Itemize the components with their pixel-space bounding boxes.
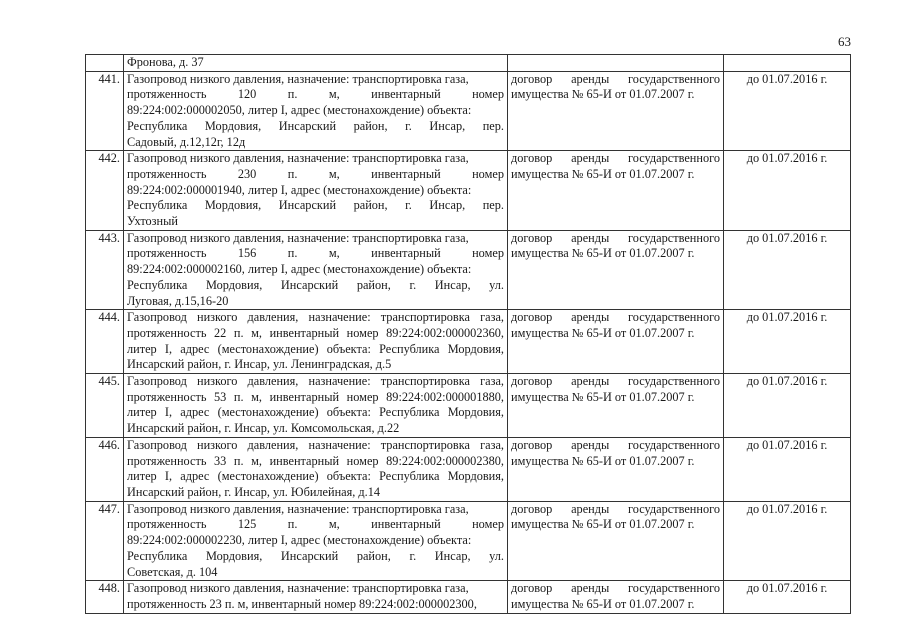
- lease-term: до 01.07.2016 г.: [724, 581, 851, 613]
- description-line: Газопровод низкого давления, назначение: транспортировка газа,: [127, 581, 469, 596]
- object-description: [124, 437, 508, 501]
- document-line: имущества № 65-И от 01.07.2007 г.: [511, 596, 695, 611]
- lease-term: до 01.07.2016 г.: [724, 230, 851, 310]
- basis-document: [508, 71, 724, 151]
- document-line: имущества № 65-И от 01.07.2007 г.: [511, 87, 695, 102]
- description-line: Ухтозный: [127, 214, 178, 229]
- description-line: Газопровод низкого давления, назначение: транспортировка газа,: [127, 310, 504, 325]
- description-line: Инсарский район, г. Инсар, ул. Комсомольская, д.22: [127, 421, 400, 436]
- description-line: протяженность 120 п. м, инвентарный номер: [127, 87, 504, 102]
- basis-document: [508, 501, 724, 581]
- description-line: протяженность 22 п. м, инвентарный номер 89:224:002:000002360,: [127, 325, 504, 340]
- table-row: [86, 581, 851, 613]
- row-number: 444.: [86, 310, 124, 374]
- description-line: протяженность 125 п. м, инвентарный номер: [127, 517, 504, 532]
- description-line: литер I, адрес (местонахождение) объекта: Республика Мордовия,: [127, 469, 504, 484]
- lease-term: [724, 55, 851, 72]
- basis-document: [508, 230, 724, 310]
- lease-term: до 01.07.2016 г.: [724, 310, 851, 374]
- document-line: имущества № 65-И от 01.07.2007 г.: [511, 517, 695, 532]
- row-number: 443.: [86, 230, 124, 310]
- object-description: [124, 581, 508, 613]
- page-number: 63: [838, 34, 851, 49]
- document-line: имущества № 65-И от 01.07.2007 г.: [511, 453, 695, 468]
- table-row: [86, 437, 851, 501]
- description-line: Республика Мордовия, Инсарский район, г. Инсар, ул.: [127, 277, 504, 292]
- lease-term: до 01.07.2016 г.: [724, 151, 851, 231]
- object-description: [124, 374, 508, 438]
- object-description: [124, 55, 508, 72]
- document-line: договор аренды государственного: [511, 501, 720, 516]
- basis-document: [508, 55, 724, 72]
- document-line: имущества № 65-И от 01.07.2007 г.: [511, 166, 695, 181]
- basis-document: [508, 437, 724, 501]
- table-row: [86, 71, 851, 151]
- document-line: имущества № 65-И от 01.07.2007 г.: [511, 246, 695, 261]
- description-line: Садовый, д.12,12г, 12д: [127, 134, 246, 149]
- description-line: протяженность 156 п. м, инвентарный номер: [127, 246, 504, 261]
- description-line: протяженность 53 п. м, инвентарный номер 89:224:002:000001880,: [127, 389, 504, 404]
- description-line: Республика Мордовия, Инсарский район, г. Инсар, ул.: [127, 548, 504, 563]
- row-number: 445.: [86, 374, 124, 438]
- description-line: Газопровод низкого давления, назначение: транспортировка газа,: [127, 374, 504, 389]
- description-line: протяженность 230 п. м, инвентарный номер: [127, 166, 504, 181]
- basis-document: [508, 151, 724, 231]
- lease-term: до 01.07.2016 г.: [724, 71, 851, 151]
- object-description: [124, 151, 508, 231]
- description-line: литер I, адрес (местонахождение) объекта: Республика Мордовия,: [127, 341, 504, 356]
- description-line: Газопровод низкого давления, назначение: транспортировка газа,: [127, 71, 469, 86]
- document-line: договор аренды государственного: [511, 230, 720, 245]
- description-line: 89:224:002:000001940, литер I, адрес (местонахождение) объекта:: [127, 182, 472, 197]
- lease-term: до 01.07.2016 г.: [724, 374, 851, 438]
- description-line: Газопровод низкого давления, назначение: транспортировка газа,: [127, 230, 469, 245]
- lease-term: до 01.07.2016 г.: [724, 437, 851, 501]
- object-description: [124, 71, 508, 151]
- document-line: договор аренды государственного: [511, 437, 720, 452]
- description-line: Луговая, д.15,16-20: [127, 293, 229, 308]
- description-line: Газопровод низкого давления, назначение: транспортировка газа,: [127, 501, 469, 516]
- row-number: 448.: [86, 581, 124, 613]
- table-row: [86, 151, 851, 231]
- lease-term: до 01.07.2016 г.: [724, 501, 851, 581]
- object-description: [124, 310, 508, 374]
- row-number: 446.: [86, 437, 124, 501]
- object-description: [124, 230, 508, 310]
- description-line: Фронова, д. 37: [127, 55, 204, 69]
- description-line: протяженность 23 п. м, инвентарный номер 89:224:002:000002300,: [127, 596, 477, 611]
- continuation-row: [86, 55, 851, 72]
- document-line: договор аренды государственного: [511, 374, 720, 389]
- table-row: [86, 501, 851, 581]
- table-row: [86, 310, 851, 374]
- row-number: 442.: [86, 151, 124, 231]
- basis-document: [508, 374, 724, 438]
- description-line: 89:224:002:000002050, литер I, адрес (местонахождение) объекта:: [127, 103, 472, 118]
- document-line: договор аренды государственного: [511, 71, 720, 86]
- description-line: Республика Мордовия, Инсарский район, г. Инсар, пер.: [127, 118, 504, 133]
- document-line: договор аренды государственного: [511, 151, 720, 166]
- description-line: 89:224:002:000002160, литер I, адрес (местонахождение) объекта:: [127, 262, 472, 277]
- document-line: договор аренды государственного: [511, 310, 720, 325]
- table-row: [86, 230, 851, 310]
- description-line: Советская, д. 104: [127, 564, 218, 579]
- document-line: договор аренды государственного: [511, 581, 720, 596]
- document-line: имущества № 65-И от 01.07.2007 г.: [511, 389, 695, 404]
- description-line: протяженность 33 п. м, инвентарный номер 89:224:002:000002380,: [127, 453, 504, 468]
- description-line: Инсарский район, г. Инсар, ул. Ленинградская, д.5: [127, 357, 392, 372]
- property-registry-table: [85, 54, 851, 614]
- description-line: 89:224:002:000002230, литер I, адрес (местонахождение) объекта:: [127, 533, 472, 548]
- basis-document: [508, 581, 724, 613]
- description-line: Газопровод низкого давления, назначение: транспортировка газа,: [127, 151, 469, 166]
- basis-document: [508, 310, 724, 374]
- description-line: литер I, адрес (местонахождение) объекта: Республика Мордовия,: [127, 405, 504, 420]
- description-line: Газопровод низкого давления, назначение: транспортировка газа,: [127, 437, 504, 452]
- row-number: 441.: [86, 71, 124, 151]
- row-number: [86, 55, 124, 72]
- description-line: Инсарский район, г. Инсар, ул. Юбилейная, д.14: [127, 484, 381, 499]
- registry-body: [86, 55, 851, 614]
- table-row: [86, 374, 851, 438]
- document-line: имущества № 65-И от 01.07.2007 г.: [511, 325, 695, 340]
- description-line: Республика Мордовия, Инсарский район, г. Инсар, пер.: [127, 198, 504, 213]
- row-number: 447.: [86, 501, 124, 581]
- object-description: [124, 501, 508, 581]
